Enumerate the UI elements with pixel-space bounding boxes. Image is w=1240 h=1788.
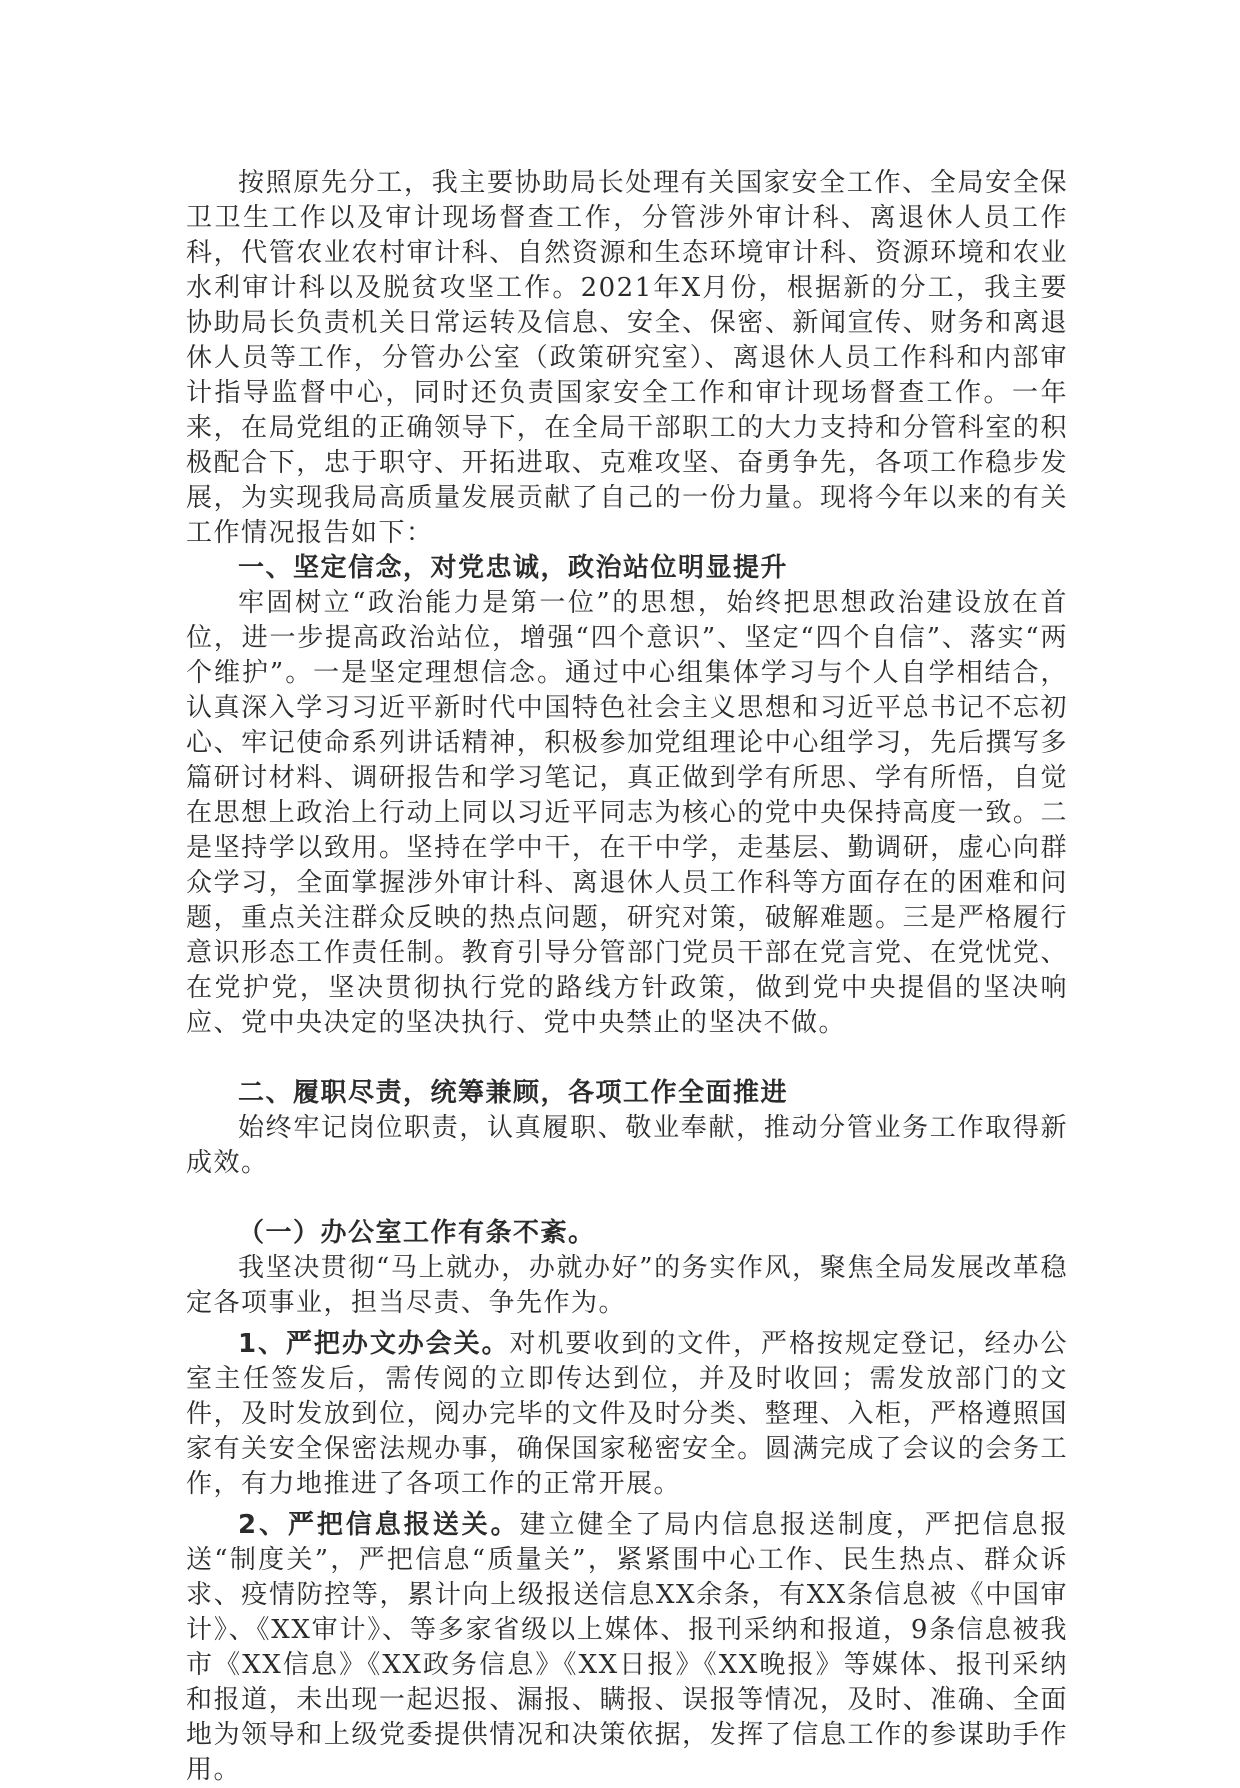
section-1-body: 牢固树立“政治能力是第一位”的思想，始终把思想政治建设放在首位，进一步提高政治站位，增强“四个意识”、坚定“四个自信”、落实“两个维护”。一是坚定理想信念。通过中心组集体学习与个人自学相结合，认真深入学习习近平新时代中国特色社会主义思想和习近平总书记不忘初心、牢记使命系列讲话精神，积极参加党组理论中心组学习，先后撰写多篇研讨材料、调研报告和学习笔记，真正做到学有所思、学有所悟，自觉在思想上政治上行动上同以习近平同志为核心的党中央保持高度一致。二是坚持学以致用。坚持在学中干，在干中学，走基层、勤调研，虚心向群众学习，全面掌握涉外审计科、离退休人员工作科等方面存在的困难和问题，重点关注群众反映的热点问题，研究对策，破解难题。三是严格履行意识形态工作责任制。教育引导分管部门党员干部在党言党、在党忧党、在党护党，坚决贯彻执行党的路线方针政策，做到党中央提倡的坚决响应、党中央决定的坚决执行、党中央禁止的坚决不做。 [186,588,1068,1038]
item-1-paragraph [186,1327,1068,1502]
section-1-heading: 一、坚定信念，对党忠诚，政治站位明显提升 [238,553,789,583]
subsection-1-body: 我坚决贯彻“马上就办，办就办好”的务实作风，聚焦全局发展改革稳定各项事业，担当尽责、争先作为。 [186,1253,1068,1318]
item-2-lead: 2、严把信息报送关。 [238,1510,520,1540]
item-1-body: 对机要收到的文件，严格按规定登记，经办公室主任签发后，需传阅的立即传达到位，并及时收回；需发放部门的文件，及时发放到位，阅办完毕的文件及时分类、整理、入柜，严格遵照国家有关安全保密法规办事，确保国家秘密安全。圆满完成了会议的会务工作，有力地推进了各项工作的正常开展。 [186,1329,1068,1499]
item-2-body: 建立健全了局内信息报送制度，严把信息报送“制度关”，严把信息“质量关”，紧紧围中心工作、民生热点、群众诉求、疫情防控等，累计向上级报送信息XX余条，有XX条信息被《中国审计》、《XX审计》、等多家省级以上媒体、报刊采纳和报道，9条信息被我市《XX信息》《XX政务信息》《XX日报》《XX晚报》等媒体、报刊采纳和报道，未出现一起迟报、漏报、瞒报、误报等情况，及时、准确、全面地为领导和上级党委提供情况和决策依据，发挥了信息工作的参谋助手作用。 [186,1510,1068,1785]
item-1-lead: 1、严把办文办会关。 [238,1329,510,1359]
item-2-paragraph [186,1508,1068,1788]
subsection-1-heading: （一）办公室工作有条不紊。 [238,1218,596,1248]
section-2-body: 始终牢记岗位职责，认真履职、敬业奉献，推动分管业务工作取得新成效。 [186,1113,1068,1178]
intro-paragraph: 按照原先分工，我主要协助局长处理有关国家安全工作、全局安全保卫卫生工作以及审计现场督查工作，分管涉外审计科、离退休人员工作科，代管农业农村审计科、自然资源和生态环境审计科、资源环境和农业水利审计科以及脱贫攻坚工作。2021年X月份，根据新的分工，我主要协助局长负责机关日常运转及信息、安全、保密、新闻宣传、财务和离退休人员等工作，分管办公室（政策研究室）、离退休人员工作科和内部审计指导监督中心，同时还负责国家安全工作和审计现场督查工作。一年来，在局党组的正确领导下，在全局干部职工的大力支持和分管科室的积极配合下，忠于职守、开拓进取、克难攻坚、奋勇争先，各项工作稳步发展，为实现我局高质量发展贡献了自己的一份力量。现将今年以来的有关工作情况报告如下： [186,168,1068,548]
document-page [186,166,1068,1788]
section-2-heading: 二、履职尽责，统筹兼顾，各项工作全面推进 [238,1078,789,1108]
